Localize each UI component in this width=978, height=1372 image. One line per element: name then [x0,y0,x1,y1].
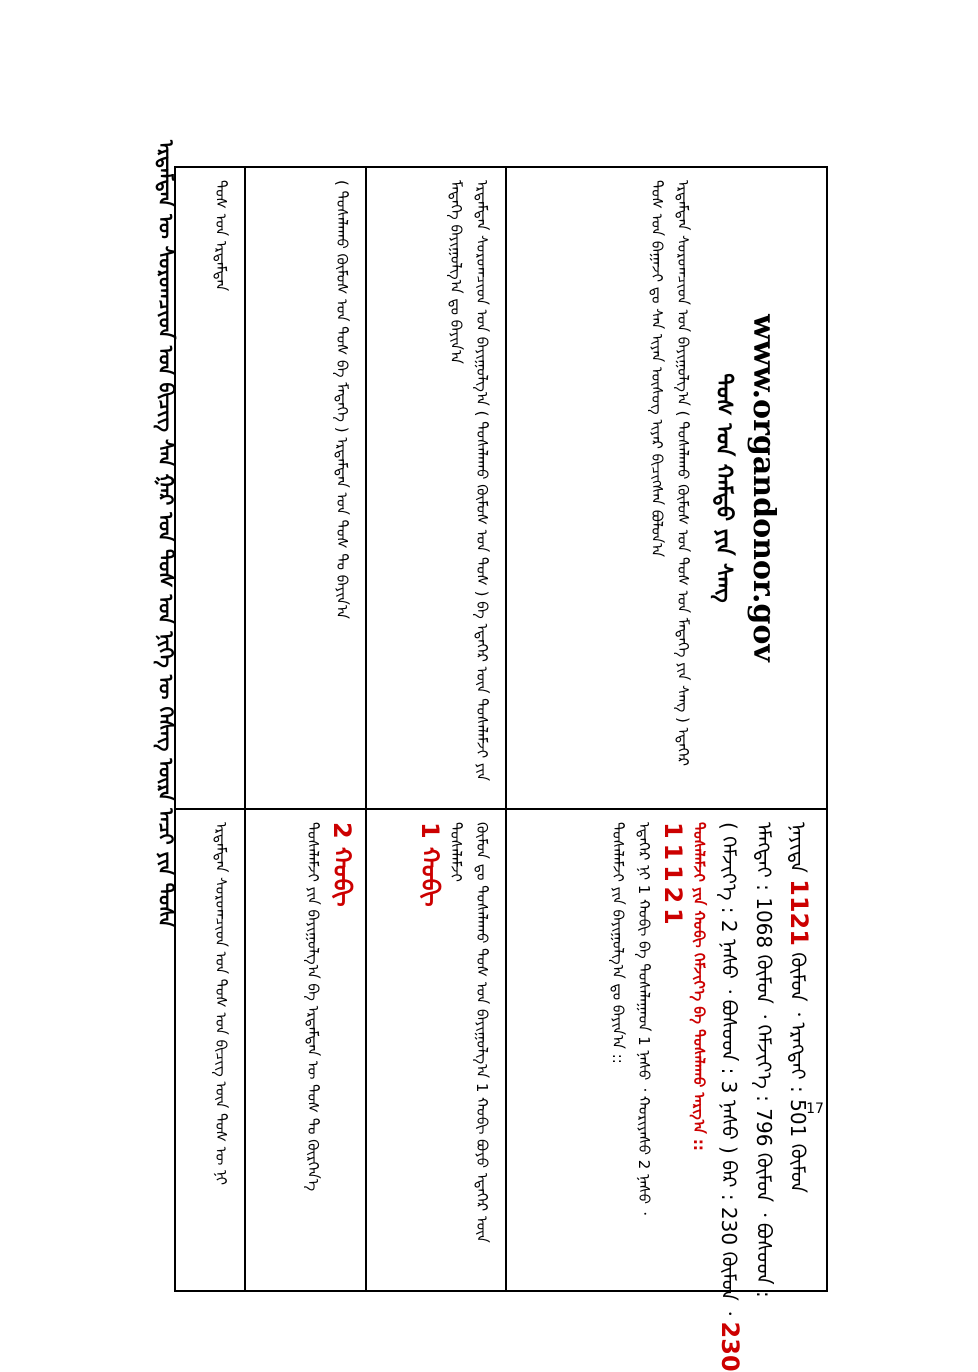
red-numbers [657,822,686,1278]
cell-text: ᠡᠳᠡᠭᠡᠷ ᠨᠢ 1 ᠬᠤᠪᠢ ᠪᠠ ᠲᠤᠰᠠᠯᠠᠭᠠᠳ 1 ᠨᠠᠰᠤ ᠂ ᠬᠤᠷᠢᠶᠠᠰᠤ 2 ᠨᠠᠰᠤ ᠂ ᠲᠤᠰᠠᠯᠠᠮᠵᠢ ᠶᠢᠨ ᠪᠠᠶᠢᠭᠤᠯᠭ᠎ᠠ ᠳᠤ ᠪᠠᠶᠢᠨ᠎ᠠ :: [609,822,653,1215]
stat-line-1 [781,822,816,1278]
cell-text: ᠬᠦᠮᠦᠨ ᠳᠤ ᠲᠤᠰᠠᠯᠠᠬᠤ ᠲᠤᠰ ᠤᠨ ᠪᠠᠶᠢᠭᠤᠯᠭ᠎ᠠ 1 ᠬᠤᠪᠢ ᠪᠤᠶᠤ ᠡᠳᠡᠭᠡᠷ ᠦᠨ ᠲᠤᠰᠠᠯᠠᠮᠵᠢ [446,822,491,1243]
stat-label: ᠨᠡᠶᠢᠲᠡ [786,822,810,873]
table-row [175,167,245,1291]
table-cell [175,809,245,1291]
cell-text: ᠲᠤᠰᠠᠯᠠᠮᠵᠢ ᠶᠢᠨ ᠪᠠᠶᠢᠭᠤᠯᠭ᠎ᠠ ᠪᠠ ᠡᠷᠳᠡᠮᠲᠡᠨ ᠦ ᠲᠤᠰ ᠲᠤ ᠬᠦᠷᠭᠡᠨ᠎ᠡ [303,822,322,1192]
table-cell [366,809,506,1291]
stat-value: 230 [716,1321,744,1372]
red-heading: ᠲᠤᠰᠠᠯᠠᠮᠵᠢ ᠶᠢᠨ ᠬᠤᠪᠢ ᠬᠡᠮᠵᠢᠶ᠎ᠡ ᠪᠠ ᠲᠤᠰᠠᠯᠠᠬᠤ ᠠᠷᠭ᠎ᠠ :: [690,822,708,1151]
table-cell [366,167,506,809]
table-row [366,167,506,1291]
table-cell [175,167,245,809]
stat-extra: ᠡᠷᠡᠭᠲᠡᠢ : 501 ᠬᠦᠮᠦᠨ [786,1022,810,1193]
red-number: 1 [659,907,687,925]
cell-text: ᠡᠷᠳᠡᠮᠲᠡᠨ ᠰᠤᠷᠤᠭᠴᠢᠳ ᠤᠨ ᠲᠤᠰ ᠤᠨ ᠪᠢᠴᠢᠭ ᠦᠨ ᠲᠤᠰ ᠦ ᠨᠢ [211,822,230,1185]
stat-value: 1121 [785,879,813,946]
red-count: 1 ᠬᠤᠪᠢ [415,822,444,907]
table-row [506,167,827,1291]
stat-line-2: ᠡᠮᠡᠭᠲᠡᠢ : 1068 ᠬᠦᠮᠦᠨ ᠂ ᠬᠡᠮᠵᠢᠶ᠎ᠡ : 796 ᠬᠦᠮᠦᠨ ᠂ ᠪᠤᠰᠤᠳ : [752,822,776,1298]
red-number: 1 [659,864,687,882]
table-row [245,167,366,1291]
table-cell [245,167,366,809]
cell-text: ᠲᠤᠰ ᠤᠨ ᠡᠷᠳᠡᠮᠲᠡᠨ [211,180,230,292]
cell-text: ᠡᠷᠳᠡᠮᠲᠡᠨ ᠰᠤᠷᠤᠭᠴᠢᠳ ᠤᠨ ᠪᠠᠶᠢᠭᠤᠯᠭ᠎ᠠ ( ᠲᠤᠰᠠᠯᠠᠬᠤ ᠬᠦᠮᠦᠰ ᠤᠨ ᠲᠤᠰ ᠤᠨ ᠮᠡᠳᠡᠭᠡ ᠶᠢᠨ ᠰᠠᠩ ) ᠡᠳᠡᠭᠡᠷ ᠲᠤᠰ ᠤᠨ ᠪᠠᠭᠠᠵᠢ ᠳᠤ ᠰᠠᠨ ᠢᠶᠡᠨ ᠦᠰᠦᠭ ᠢᠶᠡᠷ ᠪᠢᠴᠢᠭᠰᠡᠨ ᠪᠣᠯᠣᠨ᠎ᠠ [648,180,692,766]
table-cell [506,167,827,809]
website-url[interactable]: www.organdonor.gov [746,314,781,662]
stat-text: ( ᠬᠡᠮᠵᠢᠶ᠎ᠡ : 2 ᠨᠠᠰᠤ ᠂ ᠪᠤᠰᠤᠳ : 3 ᠨᠠᠰᠤ ) ᠪᠠᠷ : 230 ᠬᠦᠮᠦᠨ ᠂ [717,822,741,1316]
red-number: 1 [659,843,687,861]
red-number: 1 [659,822,687,839]
red-count: 2 ᠬᠤᠪᠢ [327,822,356,907]
table-cell [245,809,366,1291]
section-heading: ᠲᠤᠰ ᠤᠨ ᠬᠠᠮᠲᠤ ᠶᠢᠨ ᠰᠠᠩ [711,373,736,603]
data-table [174,166,828,1372]
document-title: ᠡᠷᠳᠡᠮᠲᠡᠨ ᠦ ᠰᠤᠷᠤᠭᠴᠢᠳ ᠤᠨ ᠪᠢᠴᠢᠭ ᠰᠠᠨ ᠭᠠᠷ ᠤᠨ ᠲᠤᠰ ᠤᠨ ᠨᠢᠭᠡ ᠦ ᠬᠡᠰᠡᠭ ᠦᠷᠡ ᠠᠴᠢ ᠶᠢᠨ ᠲᠤᠰᠠ [154,140,178,928]
cell-text: ᠡᠷᠳᠡᠮᠲᠡᠨ ᠰᠤᠷᠤᠭᠴᠢᠳ ᠤᠨ ᠪᠠᠶᠢᠭᠤᠯᠭ᠎ᠠ ( ᠲᠤᠰᠠᠯᠠᠬᠤ ᠬᠦᠮᠦᠰ ᠤᠨ ᠲᠤᠰ ) ᠪᠠ ᠡᠳᠡᠭᠡᠷ ᠦᠨ ᠲᠤᠰᠠᠯᠠᠮᠵᠢ ᠶᠢᠨ ᠮᠡᠳᠡᠭᠡ ᠪᠠᠶᠢᠭᠤᠯᠭ᠎ᠠ ᠳᠤ ᠪᠠᠶᠢᠨ᠎ᠠ [446,180,491,782]
page-number: 17 [806,1100,824,1117]
table-cell [506,809,827,1372]
stat-unit: ᠬᠦᠮᠦᠨ ᠂ [786,952,810,1016]
stat-line-3 [712,822,747,1372]
red-number: 2 [659,886,687,904]
cell-text: ( ᠲᠤᠰᠠᠯᠠᠬᠤ ᠬᠦᠮᠦᠰ ᠤᠨ ᠲᠤᠰ ᠪᠠ ᠮᠡᠳᠡᠭᠡ ) ᠡᠷᠳᠡᠮᠲᠡᠨ ᠤᠨ ᠲᠤᠰ ᠲᠤ ᠪᠠᠶᠢᠨ᠎ᠠ [332,180,351,619]
